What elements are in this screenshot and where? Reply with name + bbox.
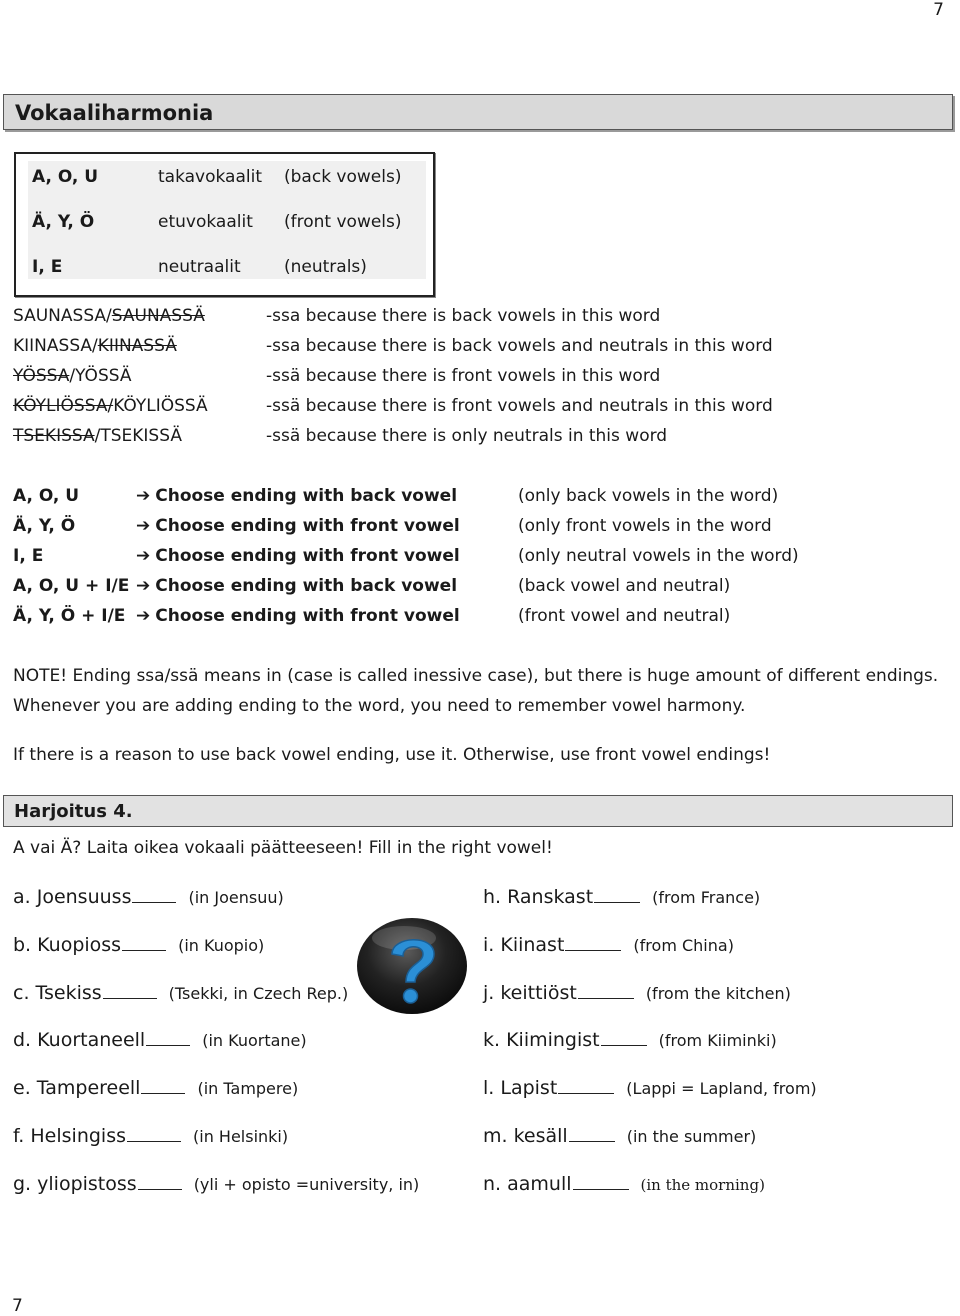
arrow-right-icon: ➔ — [136, 576, 151, 596]
rule-choice — [136, 576, 457, 596]
exercise-word: c. Tsekiss — [13, 982, 102, 1004]
word-example — [13, 366, 131, 386]
vowel-english: (back vowels) — [284, 167, 402, 187]
word-explanation: -ssä because there is front vowels and neutrals in this word — [266, 396, 773, 416]
exercise-hint: (in Kuortane) — [202, 1031, 307, 1050]
rule-vowels: Ä, Y, Ö + I/E — [13, 606, 126, 626]
answer-blank[interactable] — [578, 980, 634, 999]
exercise-word: l. Lapist — [483, 1077, 558, 1099]
exercise-word: m. kesäll — [483, 1125, 568, 1147]
exercise-item — [483, 1027, 777, 1051]
arrow-right-icon: ➔ — [136, 546, 151, 566]
rule-choice-text: Choose ending with back vowel — [155, 486, 458, 506]
section-title: Vokaaliharmonia — [15, 101, 214, 125]
exercise-word: b. Kuopioss — [13, 934, 122, 956]
word-example — [13, 426, 182, 446]
exercise-word: j. keittiöst — [483, 982, 577, 1004]
answer-blank[interactable] — [103, 980, 157, 999]
exercise-header — [3, 795, 953, 827]
vowel-row — [28, 208, 426, 238]
word-explanation: -ssa because there is back vowels in this word — [266, 306, 661, 326]
answer-blank[interactable] — [573, 1171, 629, 1190]
word-explanation: -ssä because there is only neutrals in this word — [266, 426, 668, 446]
vowel-row — [28, 253, 426, 283]
arrow-right-icon: ➔ — [136, 516, 151, 536]
rule-choice — [136, 606, 460, 626]
exercise-hint: (in Joensuu) — [188, 888, 284, 907]
vowel-english: (neutrals) — [284, 257, 367, 277]
exercise-hint: (in the morning) — [640, 1176, 765, 1194]
answer-blank[interactable] — [146, 1027, 190, 1046]
rule-vowels: A, O, U + I/E — [13, 576, 130, 596]
answer-blank[interactable] — [594, 884, 640, 903]
word-struck: SAUNASSÄ — [111, 306, 205, 326]
rule-choice-text: Choose ending with back vowel — [155, 576, 458, 596]
exercise-word: h. Ranskast — [483, 886, 594, 908]
exercise-item — [13, 932, 264, 956]
exercise-hint: (from China) — [633, 936, 734, 955]
answer-blank[interactable] — [141, 1075, 185, 1094]
rule-note: (only neutral vowels in the word) — [518, 546, 799, 566]
word-struck: YÖSSA — [13, 366, 70, 386]
rule-note: (only front vowels in the word — [518, 516, 772, 536]
page-number-top: 7 — [933, 0, 944, 20]
exercise-item — [483, 1123, 756, 1147]
rule-note: (front vowel and neutral) — [518, 606, 731, 626]
answer-blank[interactable] — [601, 1027, 647, 1046]
exercise-item — [13, 980, 348, 1004]
rule-choice-text: Choose ending with front vowel — [155, 516, 460, 536]
exercise-hint: (Tsekki, in Czech Rep.) — [168, 984, 349, 1003]
exercise-hint: (in Kuopio) — [178, 936, 265, 955]
vowel-finnish: neutraalit — [158, 257, 241, 277]
rule-choice-text: Choose ending with front vowel — [155, 546, 460, 566]
exercise-item — [13, 884, 284, 908]
arrow-right-icon: ➔ — [136, 486, 151, 506]
exercise-item — [483, 980, 791, 1004]
exercise-item — [483, 884, 760, 908]
exercise-hint: (in Helsinki) — [193, 1127, 289, 1146]
vowel-finnish: takavokaalit — [158, 167, 263, 187]
exercise-word: n. aamull — [483, 1173, 572, 1195]
vowel-row — [28, 163, 426, 193]
rule-choice — [136, 516, 460, 536]
rule-choice-text: Choose ending with front vowel — [155, 606, 460, 626]
word-struck: KIINASSÄ — [97, 336, 177, 356]
exercise-hint: (in Tampere) — [197, 1079, 299, 1098]
vowel-table-inner — [28, 161, 426, 279]
word-valid: KÖYLIÖSSÄ — [113, 396, 208, 416]
exercise-instruction: A vai Ä? Laita oikea vokaali päätteeseen! Fill in the right vowel! — [13, 838, 553, 858]
word-struck: TSEKISSA — [13, 426, 95, 446]
answer-blank[interactable] — [132, 884, 176, 903]
word-explanation: -ssa because there is back vowels and neutrals in this word — [266, 336, 773, 356]
exercise-word: a. Joensuuss — [13, 886, 132, 908]
vowel-table — [14, 152, 435, 297]
vowel-letters: Ä, Y, Ö — [32, 212, 95, 232]
word-example — [13, 396, 208, 416]
exercise-word: k. Kiimingist — [483, 1029, 600, 1051]
word-valid: KIINASSA/ — [13, 336, 98, 356]
exercise-hint: (Lappi = Lapland, from) — [626, 1079, 817, 1098]
note-line: NOTE! Ending ssa/ssä means in (case is called inessive case), but there is huge amount of different endings. — [13, 666, 939, 686]
arrow-right-icon: ➔ — [136, 606, 151, 626]
exercise-word: f. Helsingiss — [13, 1125, 126, 1147]
exercise-hint: (from France) — [652, 888, 761, 907]
rule-choice — [136, 486, 457, 506]
rule-vowels: I, E — [13, 546, 44, 566]
exercise-item — [483, 932, 734, 956]
answer-blank[interactable] — [122, 932, 166, 951]
note-line: Whenever you are adding ending to the word, you need to remember vowel harmony. — [13, 696, 746, 716]
section-header — [3, 94, 953, 130]
exercise-item — [483, 1075, 817, 1099]
exercise-hint: (yli + opisto =university, in) — [193, 1175, 420, 1194]
note-line: If there is a reason to use back vowel ending, use it. Otherwise, use front vowel endings! — [13, 745, 771, 765]
answer-blank[interactable] — [558, 1075, 614, 1094]
exercise-word: e. Tampereell — [13, 1077, 141, 1099]
answer-blank[interactable] — [127, 1123, 181, 1142]
exercise-item — [483, 1171, 765, 1195]
rule-note: (back vowel and neutral) — [518, 576, 731, 596]
exercise-item — [13, 1075, 298, 1099]
word-example — [13, 336, 177, 356]
exercise-hint: (in the summer) — [626, 1127, 757, 1146]
word-valid: /TSEKISSÄ — [94, 426, 182, 446]
answer-blank[interactable] — [138, 1171, 182, 1190]
exercise-hint: (from Kiiminki) — [658, 1031, 777, 1050]
exercise-title: Harjoitus 4. — [14, 801, 133, 822]
rule-note: (only back vowels in the word) — [518, 486, 779, 506]
vowel-letters: I, E — [32, 257, 63, 277]
word-valid: /YÖSSÄ — [69, 366, 132, 386]
exercise-item — [13, 1027, 307, 1051]
word-example — [13, 306, 205, 326]
vowel-finnish: etuvokaalit — [158, 212, 253, 232]
page-number-bottom: 7 — [12, 1296, 23, 1316]
rule-choice — [136, 546, 460, 566]
exercise-word: i. Kiinast — [483, 934, 565, 956]
vowel-letters: A, O, U — [32, 167, 99, 187]
exercise-item — [13, 1171, 419, 1195]
word-explanation: -ssä because there is front vowels in this word — [266, 366, 661, 386]
exercise-word: d. Kuortaneell — [13, 1029, 146, 1051]
exercise-item — [13, 1123, 288, 1147]
exercise-word: g. yliopistoss — [13, 1173, 137, 1195]
word-valid: SAUNASSA/ — [13, 306, 112, 326]
answer-blank[interactable] — [565, 932, 621, 951]
question-mark-icon — [356, 916, 468, 1016]
answer-blank[interactable] — [569, 1123, 615, 1142]
vowel-english: (front vowels) — [284, 212, 402, 232]
exercise-hint: (from the kitchen) — [645, 984, 791, 1003]
rule-vowels: A, O, U — [13, 486, 80, 506]
word-struck: KÖYLIÖSSA/ — [13, 396, 114, 416]
rule-vowels: Ä, Y, Ö — [13, 516, 76, 536]
